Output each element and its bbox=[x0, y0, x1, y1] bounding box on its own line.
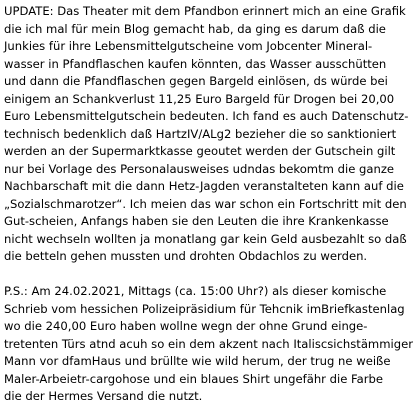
paragraph-ps bbox=[4, 283, 417, 406]
text-line: Nachbarschaft mit die dann Hetz-Jagden veranstalteten kann auf die bbox=[4, 179, 404, 193]
text-line: UPDATE: Das Theater mit dem Pfandbon erinnert mich an eine Grafik bbox=[4, 4, 406, 18]
paragraph-update bbox=[4, 3, 417, 266]
text-line: wo die 240,00 Euro haben wollne wegn der ohne Grund einge- bbox=[4, 319, 368, 333]
text-line: Schrieb vom hessichen Polizeipräsidium für Tehcnik imBriefkastenlag bbox=[4, 301, 405, 316]
text-line: wasser in Pfandflaschen kaufen könnten, das Wasser ausschütten bbox=[4, 56, 387, 71]
text-line: nicht wechseln wollten ja monatlang gar kein Geld ausbezahlt so daß bbox=[4, 231, 407, 246]
text-line: „Sozialschmarotzer“. Ich meien das war schon ein Fortschritt mit den bbox=[4, 196, 407, 211]
text-line: die der Hermes Versand die nutzt. bbox=[4, 389, 203, 403]
text-line: P.S.: Am 24.02.2021, Mittags (ca. 15:00 Uhr?) als dieser komische bbox=[4, 284, 387, 298]
text-line: nur bei Vorlage des Personalausweises udndas bekomtm die ganze bbox=[4, 161, 395, 176]
text-line: die ich mal für mein Blog gemacht hab, da ging es darum daß die bbox=[4, 21, 386, 36]
text-line: Maler-Arbeietr-cargohose und ein blaues Shirt ungefähr die Farbe bbox=[4, 371, 383, 386]
paragraph-spacer bbox=[4, 266, 417, 284]
text-line: technisch bedenklich daß HartzIV/ALg2 bezieher die so sanktioniert bbox=[4, 126, 397, 141]
text-line: Gut-scheien, Anfangs haben sie den Leuten die ihre Krankenkasse bbox=[4, 214, 389, 228]
text-line: Mann vor dfamHaus und brüllte wie wild herum, der trug ne weiße bbox=[4, 354, 391, 368]
text-line: tretenten Türs atnd acuh so ein dem akzent nach Italiscsichstämmiger bbox=[4, 336, 413, 351]
text-line: werden an der Supermarktkasse geoutet werden der Gutschein gilt bbox=[4, 144, 396, 158]
text-line: und dann die Pfandflaschen gegen Bargeld einlösen, ds würde bei bbox=[4, 74, 388, 88]
text-line: Euro Lebensmittelgutschein bedeuten. Ich fand es auch Datenschutz- bbox=[4, 109, 409, 123]
text-line: einigem an Schankverlust 11,25 Euro Bargeld für Drogen bei 20,00 bbox=[4, 91, 395, 106]
document-body bbox=[4, 3, 417, 406]
text-line: die betteln gehen mussten und drohten Obdachlos zu werden. bbox=[4, 249, 368, 263]
text-line: Junkies für ihre Lebensmittelgutscheine vom Jobcenter Mineral- bbox=[4, 39, 373, 53]
